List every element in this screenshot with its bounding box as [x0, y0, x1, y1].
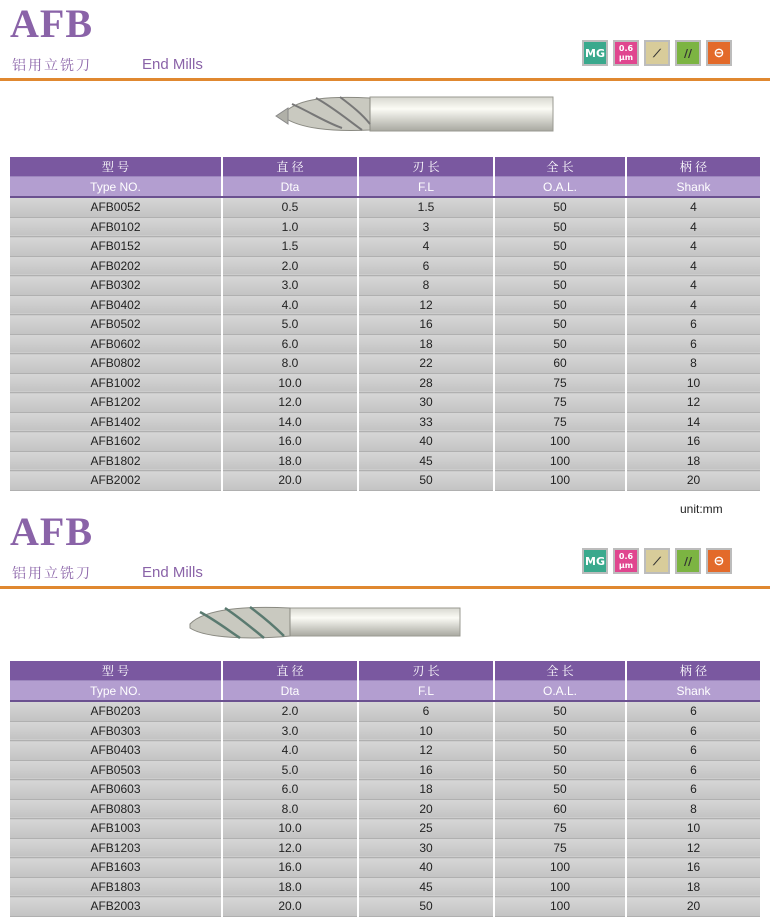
cell-diameter: 4.0: [222, 741, 358, 761]
header-overall-length-en: O.A.L.: [494, 681, 626, 702]
cell-diameter: 10.0: [222, 373, 358, 393]
table-row: [10, 838, 760, 858]
table-row: [10, 334, 760, 354]
table-row: [10, 373, 760, 393]
grain-size-value: 0.6: [618, 552, 634, 561]
table-row: [10, 197, 760, 217]
cell-flute-length: 40: [358, 432, 494, 452]
header-shank-cn: 柄 径: [626, 157, 760, 177]
cell-shank: 18: [626, 451, 760, 471]
cell-shank: 6: [626, 741, 760, 761]
cell-shank: 12: [626, 393, 760, 413]
cell-flute-length: 45: [358, 451, 494, 471]
cell-type-no: AFB1203: [10, 838, 222, 858]
cell-diameter: 14.0: [222, 412, 358, 432]
cell-overall-length: 75: [494, 838, 626, 858]
grain-size-unit: μm: [618, 561, 634, 570]
table-row: [10, 295, 760, 315]
cell-type-no: AFB1602: [10, 432, 222, 452]
end-mill-image: [0, 508, 770, 658]
cell-diameter: 4.0: [222, 295, 358, 315]
cell-flute-length: 50: [358, 897, 494, 917]
cell-type-no: AFB0502: [10, 315, 222, 335]
header-type-cn: 型 号: [10, 157, 222, 177]
header-overall-length-cn: 全 长: [494, 157, 626, 177]
subtitle-english: End Mills: [142, 56, 203, 73]
table-row: [10, 237, 760, 257]
grain-size-unit: μm: [618, 53, 634, 62]
cell-diameter: 3.0: [222, 721, 358, 741]
cutting-edge-icon: ⊖: [706, 40, 732, 66]
cell-flute-length: 10: [358, 721, 494, 741]
cell-overall-length: 50: [494, 741, 626, 761]
cell-diameter: 1.5: [222, 237, 358, 257]
cell-flute-length: 16: [358, 760, 494, 780]
table-row: [10, 432, 760, 452]
cell-diameter: 5.0: [222, 760, 358, 780]
cell-flute-length: 20: [358, 799, 494, 819]
cell-type-no: AFB0102: [10, 217, 222, 237]
subtitle-chinese: 铝用立铣刀: [12, 58, 92, 74]
subtitle-english: End Mills: [142, 564, 203, 581]
cell-shank: 4: [626, 237, 760, 257]
cell-diameter: 16.0: [222, 432, 358, 452]
cell-shank: 14: [626, 412, 760, 432]
cell-diameter: 12.0: [222, 393, 358, 413]
cell-overall-length: 50: [494, 760, 626, 780]
cell-type-no: AFB0803: [10, 799, 222, 819]
cell-shank: 4: [626, 217, 760, 237]
cell-diameter: 18.0: [222, 451, 358, 471]
cell-diameter: 6.0: [222, 334, 358, 354]
table-row: [10, 701, 760, 721]
cell-overall-length: 60: [494, 354, 626, 374]
header-flute-length-cn: 刃 长: [358, 157, 494, 177]
cell-diameter: 0.5: [222, 197, 358, 217]
cell-diameter: 12.0: [222, 838, 358, 858]
cell-overall-length: 50: [494, 780, 626, 800]
cell-type-no: AFB2002: [10, 471, 222, 491]
cell-diameter: 20.0: [222, 897, 358, 917]
table-row: [10, 858, 760, 878]
unit-note: unit:mm: [680, 502, 723, 516]
cell-overall-length: 100: [494, 432, 626, 452]
cell-shank: 10: [626, 373, 760, 393]
cell-type-no: AFB0203: [10, 701, 222, 721]
cell-shank: 6: [626, 315, 760, 335]
cell-overall-length: 50: [494, 237, 626, 257]
cell-shank: 12: [626, 838, 760, 858]
table-row: [10, 760, 760, 780]
cutting-edge-icon: ⊖: [706, 548, 732, 574]
cell-overall-length: 50: [494, 721, 626, 741]
cell-flute-length: 12: [358, 295, 494, 315]
cell-type-no: AFB0402: [10, 295, 222, 315]
cell-flute-length: 6: [358, 701, 494, 721]
cell-flute-length: 25: [358, 819, 494, 839]
table-row: [10, 451, 760, 471]
cell-type-no: AFB0302: [10, 276, 222, 296]
cell-flute-length: 50: [358, 471, 494, 491]
header-diameter-cn: 直 径: [222, 661, 358, 681]
cell-type-no: AFB2003: [10, 897, 222, 917]
cell-type-no: AFB0602: [10, 334, 222, 354]
cell-type-no: AFB0052: [10, 197, 222, 217]
header-shank-en: Shank: [626, 177, 760, 198]
table-row: [10, 741, 760, 761]
cell-overall-length: 100: [494, 858, 626, 878]
cell-shank: 8: [626, 799, 760, 819]
cell-diameter: 10.0: [222, 819, 358, 839]
subtitle-chinese: 铝用立铣刀: [12, 566, 92, 582]
cell-overall-length: 75: [494, 393, 626, 413]
table-row: [10, 217, 760, 237]
cell-flute-length: 1.5: [358, 197, 494, 217]
cell-flute-length: 8: [358, 276, 494, 296]
cell-diameter: 5.0: [222, 315, 358, 335]
cell-diameter: 16.0: [222, 858, 358, 878]
table-row: [10, 819, 760, 839]
cell-flute-length: 4: [358, 237, 494, 257]
cell-type-no: AFB0503: [10, 760, 222, 780]
cell-overall-length: 50: [494, 315, 626, 335]
header-overall-length-cn: 全 长: [494, 661, 626, 681]
header-flute-length-en: F.L: [358, 177, 494, 198]
header-diameter-en: Dta: [222, 177, 358, 198]
cell-flute-length: 33: [358, 412, 494, 432]
table-row: [10, 276, 760, 296]
cell-shank: 4: [626, 276, 760, 296]
brand-title: AFB: [10, 509, 93, 554]
cell-overall-length: 50: [494, 276, 626, 296]
table-row: [10, 897, 760, 917]
table-header-row-cn: [10, 661, 760, 681]
cell-flute-length: 30: [358, 838, 494, 858]
cell-type-no: AFB1803: [10, 877, 222, 897]
table-row: [10, 721, 760, 741]
grain-size-value: 0.6: [618, 44, 634, 53]
brand-title: AFB: [10, 1, 93, 46]
table-row: [10, 315, 760, 335]
cell-diameter: 8.0: [222, 354, 358, 374]
cell-flute-length: 28: [358, 373, 494, 393]
cell-flute-length: 12: [358, 741, 494, 761]
cell-overall-length: 100: [494, 897, 626, 917]
cell-shank: 16: [626, 858, 760, 878]
end-mill-image: [0, 0, 770, 150]
cell-type-no: AFB1603: [10, 858, 222, 878]
cell-type-no: AFB1802: [10, 451, 222, 471]
cell-diameter: 18.0: [222, 877, 358, 897]
header-diameter-en: Dta: [222, 681, 358, 702]
cell-shank: 18: [626, 877, 760, 897]
cell-diameter: 1.0: [222, 217, 358, 237]
cell-shank: 16: [626, 432, 760, 452]
table-row: [10, 393, 760, 413]
cell-shank: 4: [626, 295, 760, 315]
cell-shank: 4: [626, 197, 760, 217]
micrograin-icon: MG: [582, 548, 608, 574]
cell-flute-length: 45: [358, 877, 494, 897]
table-header-row-en: [10, 681, 760, 702]
cell-flute-length: 22: [358, 354, 494, 374]
cell-flute-length: 18: [358, 780, 494, 800]
header-shank-en: Shank: [626, 681, 760, 702]
cell-shank: 6: [626, 780, 760, 800]
cell-overall-length: 100: [494, 471, 626, 491]
cell-flute-length: 18: [358, 334, 494, 354]
cell-overall-length: 50: [494, 197, 626, 217]
cell-type-no: AFB0303: [10, 721, 222, 741]
cell-flute-length: 16: [358, 315, 494, 335]
spec-table: [10, 661, 760, 917]
cell-overall-length: 60: [494, 799, 626, 819]
cell-diameter: 2.0: [222, 701, 358, 721]
cell-shank: 8: [626, 354, 760, 374]
cell-flute-length: 6: [358, 256, 494, 276]
cell-overall-length: 75: [494, 412, 626, 432]
table-header-row-cn: [10, 157, 760, 177]
cell-flute-length: 3: [358, 217, 494, 237]
cell-overall-length: 50: [494, 256, 626, 276]
table-row: [10, 877, 760, 897]
header-shank-cn: 柄 径: [626, 661, 760, 681]
header-diameter-cn: 直 径: [222, 157, 358, 177]
cell-overall-length: 50: [494, 295, 626, 315]
cell-shank: 6: [626, 760, 760, 780]
table-row: [10, 780, 760, 800]
table-row: [10, 471, 760, 491]
cell-overall-length: 50: [494, 701, 626, 721]
table-header-row-en: [10, 177, 760, 198]
cell-overall-length: 50: [494, 334, 626, 354]
cell-type-no: AFB1402: [10, 412, 222, 432]
cell-shank: 6: [626, 701, 760, 721]
cell-overall-length: 75: [494, 819, 626, 839]
cell-overall-length: 75: [494, 373, 626, 393]
cell-diameter: 8.0: [222, 799, 358, 819]
cell-type-no: AFB1202: [10, 393, 222, 413]
cell-overall-length: 50: [494, 217, 626, 237]
header-type-en: Type NO.: [10, 177, 222, 198]
header-flute-length-en: F.L: [358, 681, 494, 702]
cell-shank: 20: [626, 897, 760, 917]
cell-type-no: AFB0802: [10, 354, 222, 374]
flute-icon: ∕∕: [675, 548, 701, 574]
micrograin-icon: MG: [582, 40, 608, 66]
cell-diameter: 2.0: [222, 256, 358, 276]
spec-table: [10, 157, 760, 491]
cell-type-no: AFB1003: [10, 819, 222, 839]
table-row: [10, 799, 760, 819]
flute-icon: ∕∕: [675, 40, 701, 66]
cell-type-no: AFB0202: [10, 256, 222, 276]
header-type-en: Type NO.: [10, 681, 222, 702]
cell-shank: 4: [626, 256, 760, 276]
cell-flute-length: 30: [358, 393, 494, 413]
cell-shank: 6: [626, 334, 760, 354]
cell-type-no: AFB0152: [10, 237, 222, 257]
helix-angle-icon: ⟋: [644, 40, 670, 66]
cell-type-no: AFB1002: [10, 373, 222, 393]
table-row: [10, 256, 760, 276]
cell-flute-length: 40: [358, 858, 494, 878]
header-overall-length-en: O.A.L.: [494, 177, 626, 198]
cell-diameter: 20.0: [222, 471, 358, 491]
header-type-cn: 型 号: [10, 661, 222, 681]
header-flute-length-cn: 刃 长: [358, 661, 494, 681]
cell-type-no: AFB0603: [10, 780, 222, 800]
table-row: [10, 354, 760, 374]
cell-shank: 20: [626, 471, 760, 491]
cell-diameter: 3.0: [222, 276, 358, 296]
cell-diameter: 6.0: [222, 780, 358, 800]
cell-shank: 6: [626, 721, 760, 741]
cell-shank: 10: [626, 819, 760, 839]
helix-angle-icon: ⟋: [644, 548, 670, 574]
cell-overall-length: 100: [494, 877, 626, 897]
table-row: [10, 412, 760, 432]
cell-type-no: AFB0403: [10, 741, 222, 761]
cell-overall-length: 100: [494, 451, 626, 471]
